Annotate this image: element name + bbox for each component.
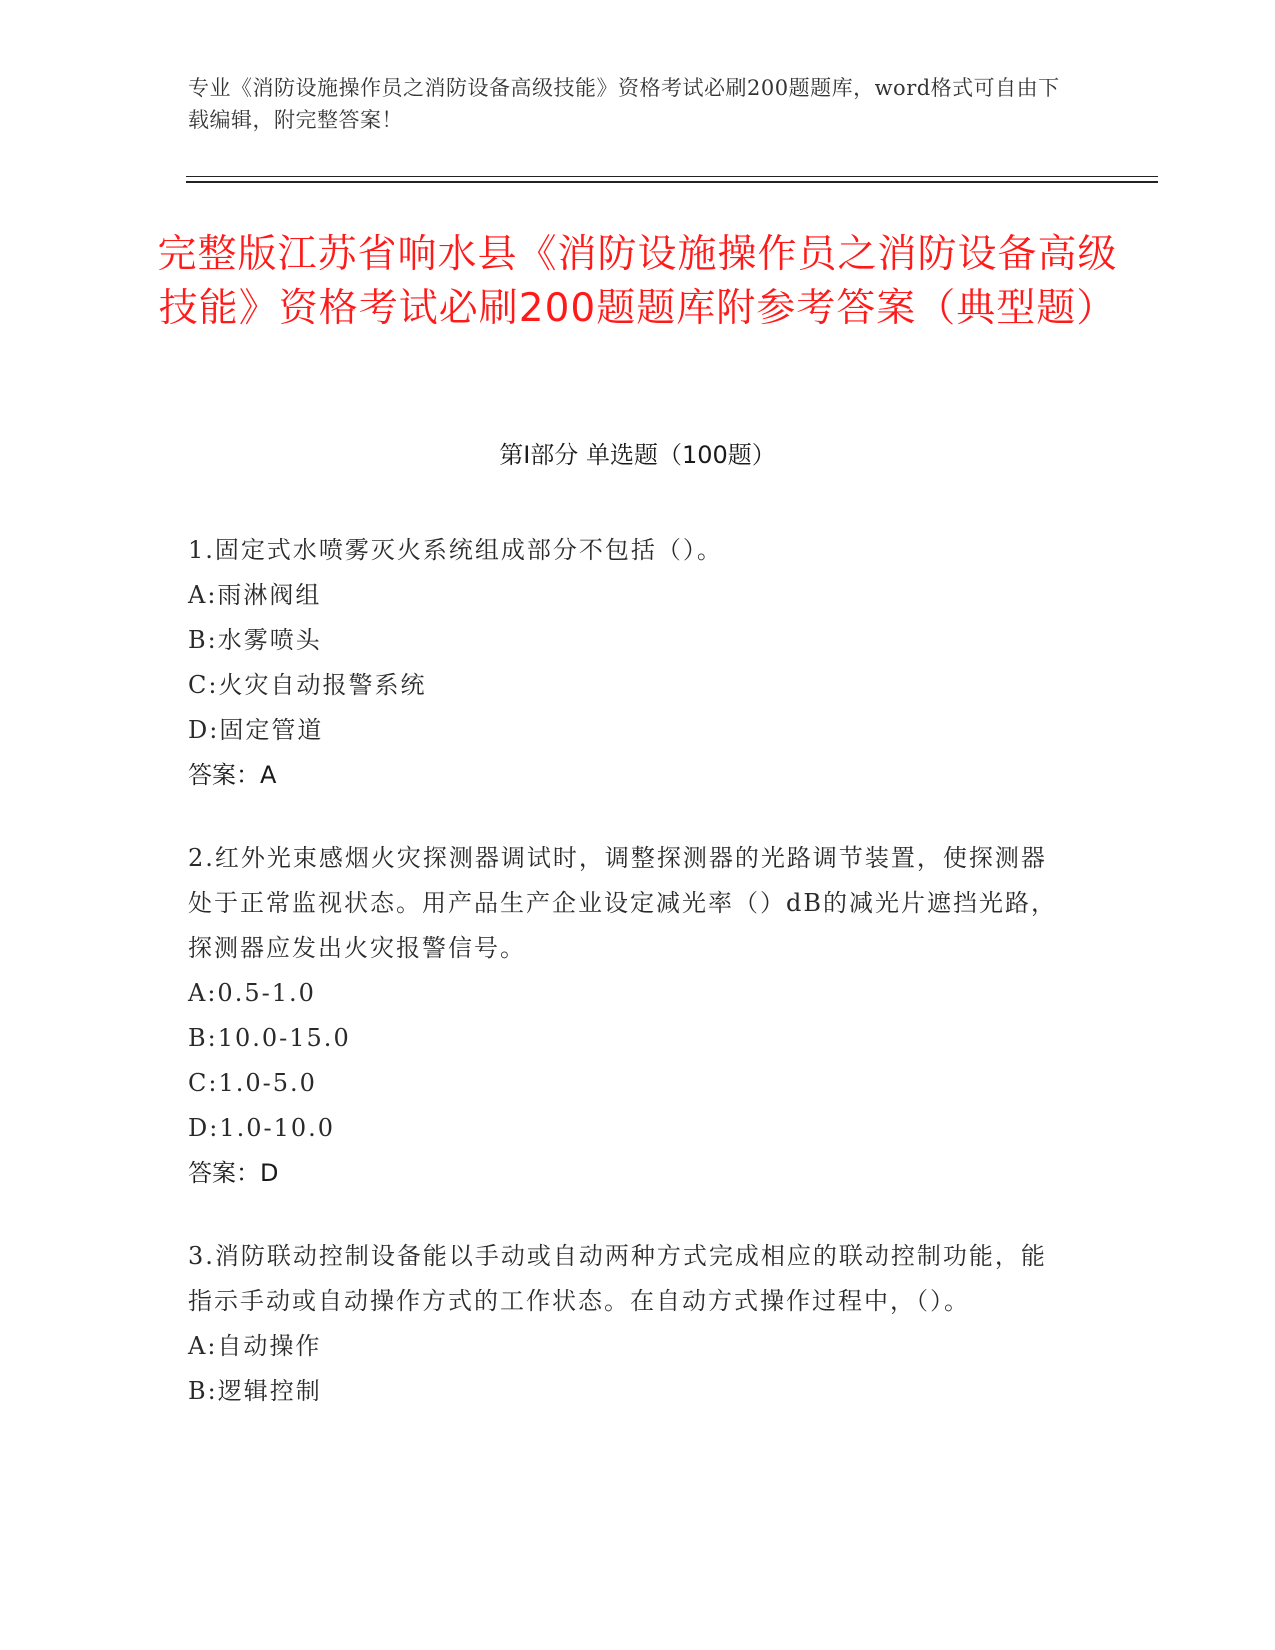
header-divider-thick [186, 181, 1158, 183]
option-a: A:自动操作 [188, 1332, 322, 1360]
question-list [188, 528, 1068, 1452]
option-c: C:火灾自动报警系统 [188, 671, 427, 699]
option-b: B:水雾喷头 [188, 626, 322, 654]
option-d: D:固定管道 [188, 716, 324, 744]
question-stem: 3.消防联动控制设备能以手动或自动两种方式完成相应的联动控制功能，能指示手动或自动操作方式的工作状态。在自动方式操作过程中，（）。 [188, 1242, 1047, 1315]
option-a: A:雨淋阀组 [188, 581, 322, 609]
header-note: 专业《消防设施操作员之消防设备高级技能》资格考试必刷200题题库，word格式可自由下载编辑，附完整答案！ [188, 76, 1060, 132]
option-d: D:1.0-10.0 [188, 1114, 336, 1142]
section-title: 第Ⅰ部分 单选题（100题） [499, 441, 776, 469]
question-1 [188, 528, 1068, 798]
option-a: A:0.5-1.0 [188, 979, 316, 1007]
answer: 答案：D [188, 1159, 279, 1187]
question-stem: 2.红外光束感烟火灾探测器调试时，调整探测器的光路调节装置，使探测器处于正常监视状态。用产品生产企业设定减光率（）dB的减光片遮挡光路，探测器应发出火灾报警信号。 [188, 844, 1057, 962]
option-b: B:10.0-15.0 [188, 1024, 351, 1052]
header-divider-thin [186, 176, 1158, 177]
document-title: 完整版江苏省响水县《消防设施操作员之消防设备高级技能》资格考试必刷200题题库附参考答案（典型题） [157, 232, 1118, 331]
question-stem: 1.固定式水喷雾灭火系统组成部分不包括（）。 [188, 536, 723, 564]
question-2 [188, 836, 1068, 1196]
option-b: B:逻辑控制 [188, 1377, 322, 1405]
answer: 答案：A [188, 761, 277, 789]
question-3 [188, 1234, 1068, 1414]
option-c: C:1.0-5.0 [188, 1069, 317, 1097]
